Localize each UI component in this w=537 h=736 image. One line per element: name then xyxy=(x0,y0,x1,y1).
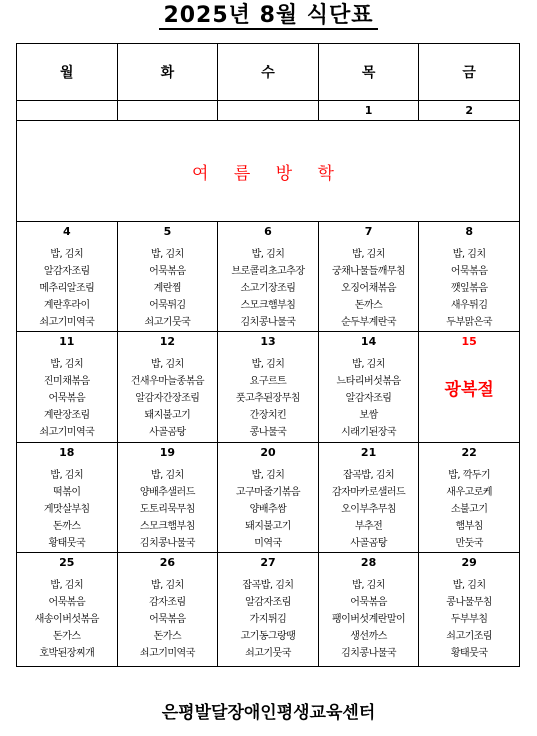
meal-item: 보쌈 xyxy=(359,410,378,421)
day-cell xyxy=(17,332,118,443)
holiday-label: 광복절 xyxy=(444,380,494,400)
meal-item: 게맛살부침 xyxy=(43,504,90,515)
meal-item: 소고기장조림 xyxy=(240,283,296,294)
meal-item: 밥, 김치 xyxy=(50,249,84,260)
date-cell xyxy=(17,101,118,121)
meal-item: 미역국 xyxy=(254,538,282,549)
meal-item: 도토리묵무침 xyxy=(139,504,195,515)
meal-item: 알감자조림 xyxy=(345,393,392,404)
meal-item: 김치콩나물국 xyxy=(341,648,397,659)
date-cell xyxy=(218,101,319,121)
meal-item: 밥, 김치 xyxy=(50,359,84,370)
weekday-header: 금 xyxy=(419,44,520,101)
week-row xyxy=(17,222,520,332)
meal-item: 알감자간장조림 xyxy=(135,393,200,404)
meal-item: 새우튀김 xyxy=(450,300,488,311)
week-row xyxy=(17,553,520,667)
meal-item: 궁채나물들깨무침 xyxy=(331,266,406,277)
meal-item: 양배추샐러드 xyxy=(139,487,195,498)
meal-item: 돈가스 xyxy=(153,631,182,642)
meal-item: 밥, 김치 xyxy=(352,359,385,370)
meal-item: 돼지불고기 xyxy=(144,410,191,421)
day-cell xyxy=(318,332,419,443)
meal-item: 밥, 김치 xyxy=(251,359,285,370)
meal-item: 계란장조림 xyxy=(43,410,90,421)
meal-item: 밥, 김치 xyxy=(150,470,184,481)
week-row xyxy=(17,332,520,443)
meal-item: 새송이버섯볶음 xyxy=(34,614,99,625)
vacation-banner: 여 름 방 학 xyxy=(17,121,520,222)
meal-item: 밥, 김치 xyxy=(452,580,486,591)
meal-item: 사골곰탕 xyxy=(149,427,186,438)
meal-item: 쇠고기조림 xyxy=(446,631,493,642)
day-number: 12 xyxy=(159,335,176,348)
meal-item: 간장치킨 xyxy=(249,410,287,421)
meal-item: 깻잎볶음 xyxy=(450,283,488,294)
meal-item: 감자조림 xyxy=(149,597,186,608)
meal-list xyxy=(17,467,117,552)
day-cell xyxy=(218,553,319,667)
day-cell xyxy=(117,443,218,553)
day-cell xyxy=(17,443,118,553)
meal-item: 황태뭇국 xyxy=(48,538,86,549)
day-cell xyxy=(218,222,319,332)
meal-item: 두부부침 xyxy=(450,614,488,625)
meal-list xyxy=(17,577,117,662)
meal-item: 어묵볶음 xyxy=(48,597,86,608)
meal-list xyxy=(218,577,318,662)
meal-item: 김치콩나물국 xyxy=(240,317,296,328)
day-number: 2 xyxy=(465,104,474,117)
meal-list xyxy=(319,577,419,662)
meal-list xyxy=(118,356,218,441)
meal-list xyxy=(218,356,318,441)
meal-item: 콩나물무침 xyxy=(446,597,493,608)
meal-item: 요구르트 xyxy=(249,376,287,387)
meal-item: 밥, 깍두기 xyxy=(448,470,491,481)
day-number: 15 xyxy=(461,335,477,348)
meal-item: 어묵볶음 xyxy=(149,266,186,277)
day-number: 28 xyxy=(360,556,377,569)
meal-item: 사골곰탕 xyxy=(350,538,387,549)
day-number xyxy=(218,102,318,120)
meal-item: 진미채볶음 xyxy=(43,376,90,387)
meal-item: 메추리알조림 xyxy=(39,283,95,294)
day-number: 8 xyxy=(465,225,474,238)
day-cell xyxy=(419,443,520,553)
day-number: 14 xyxy=(360,335,377,348)
meal-list xyxy=(218,246,318,331)
meal-calendar-table xyxy=(16,43,520,667)
meal-item: 시래기된장국 xyxy=(341,427,397,438)
meal-item: 밥, 김치 xyxy=(50,580,84,591)
day-number: 1 xyxy=(364,104,373,117)
page-title-text: 2025년 8월 식단표 xyxy=(159,3,377,30)
day-cell xyxy=(318,443,419,553)
day-number: 5 xyxy=(163,225,172,238)
day-cell xyxy=(419,332,520,443)
meal-item: 어묵볶음 xyxy=(48,393,86,404)
meal-item: 스모크햄부침 xyxy=(240,300,296,311)
page-title xyxy=(0,0,537,32)
meal-item: 밥, 김치 xyxy=(50,470,84,481)
meal-item: 밥, 김치 xyxy=(150,580,184,591)
meal-item: 밥, 김치 xyxy=(352,249,385,260)
meal-item: 고구마줄기볶음 xyxy=(235,487,301,498)
meal-item: 콩나물국 xyxy=(249,427,287,438)
meal-item: 잡곡밥, 김치 xyxy=(242,580,294,591)
day-cell xyxy=(17,553,118,667)
day-number: 11 xyxy=(59,335,75,348)
meal-item: 고기동그랑땡 xyxy=(240,631,296,642)
meal-item: 두부맑은국 xyxy=(446,317,493,328)
date-cell xyxy=(117,101,218,121)
meal-item: 쇠고기미역국 xyxy=(139,648,195,659)
day-number: 20 xyxy=(260,446,276,459)
meal-item: 어묵볶음 xyxy=(149,614,186,625)
day-cell xyxy=(419,553,520,667)
meal-item: 오이부추무침 xyxy=(341,504,397,515)
meal-item: 돈까스 xyxy=(53,521,81,532)
meal-item: 황태뭇국 xyxy=(450,648,488,659)
vacation-row xyxy=(17,121,520,222)
meal-list xyxy=(118,246,218,331)
weekday-header: 화 xyxy=(117,44,218,101)
meal-item: 쇠고기미역국 xyxy=(39,317,95,328)
meal-item: 밥, 김치 xyxy=(251,470,285,481)
meal-item: 쇠고기뭇국 xyxy=(245,648,291,659)
meal-item: 만둣국 xyxy=(455,538,483,549)
meal-item: 햄부침 xyxy=(455,521,483,532)
day-number: 21 xyxy=(360,446,377,459)
day-number xyxy=(17,102,117,120)
day-number: 22 xyxy=(461,446,477,459)
day-cell xyxy=(218,443,319,553)
meal-item: 밥, 김치 xyxy=(150,249,184,260)
day-cell xyxy=(419,222,520,332)
meal-item: 잡곡밥, 김치 xyxy=(342,470,395,481)
meal-item: 계란찜 xyxy=(153,283,182,294)
meal-item: 밥, 김치 xyxy=(251,249,285,260)
meal-item: 가지튀김 xyxy=(249,614,287,625)
day-number: 13 xyxy=(260,335,276,348)
meal-item: 어묵볶음 xyxy=(350,597,387,608)
meal-item: 양배추쌈 xyxy=(249,504,287,515)
weekday-header-row xyxy=(17,44,520,101)
day-cell xyxy=(218,332,319,443)
meal-item: 호박된장찌개 xyxy=(39,648,95,659)
day-number: 29 xyxy=(461,556,477,569)
meal-list xyxy=(218,467,318,552)
meal-item: 알감자조림 xyxy=(43,266,90,277)
meal-item: 밥, 김치 xyxy=(150,359,184,370)
day-number: 18 xyxy=(59,446,75,459)
day-cell xyxy=(318,553,419,667)
meal-list xyxy=(17,246,117,331)
organization-name: 은평발달장애인평생교육센터 xyxy=(161,703,376,723)
meal-item: 순두부계란국 xyxy=(341,317,397,328)
meal-item: 쇠고기뭇국 xyxy=(144,317,191,328)
day-number: 27 xyxy=(260,556,276,569)
day-number: 4 xyxy=(62,225,71,238)
meal-item: 어묵볶음 xyxy=(450,266,488,277)
meal-item: 떡볶이 xyxy=(53,487,81,498)
meal-item: 팽이버섯계란말이 xyxy=(331,614,406,625)
meal-list xyxy=(419,246,519,331)
meal-list xyxy=(319,246,419,331)
meal-item: 스모크햄부침 xyxy=(139,521,195,532)
meal-item: 알감자조림 xyxy=(245,597,291,608)
meal-item: 밥, 김치 xyxy=(452,249,486,260)
meal-item: 느타리버섯볶음 xyxy=(336,376,401,387)
date-cell xyxy=(318,101,419,121)
meal-list xyxy=(118,577,218,662)
meal-list xyxy=(319,356,419,441)
day-cell xyxy=(117,553,218,667)
meal-list xyxy=(319,467,419,552)
meal-item: 풋고추된장무침 xyxy=(235,393,301,404)
meal-item: 김치콩나물국 xyxy=(139,538,195,549)
meal-item: 오징어채볶음 xyxy=(341,283,397,294)
meal-item: 부추전 xyxy=(354,521,383,532)
meal-list xyxy=(419,577,519,662)
day-cell xyxy=(17,222,118,332)
day-number: 6 xyxy=(264,225,272,238)
day-cell xyxy=(117,332,218,443)
day-number: 26 xyxy=(159,556,176,569)
weekday-header: 목 xyxy=(318,44,419,101)
meal-item: 브로콜리초고추장 xyxy=(231,266,305,277)
meal-item: 돈까스 xyxy=(354,300,383,311)
meal-item: 돼지불고기 xyxy=(245,521,291,532)
day-cell xyxy=(318,222,419,332)
meal-item: 소불고기 xyxy=(450,504,488,515)
date-cell xyxy=(419,101,520,121)
meal-list xyxy=(118,467,218,552)
weekday-header: 월 xyxy=(17,44,118,101)
day-number: 7 xyxy=(364,225,373,238)
day-cell xyxy=(117,222,218,332)
meal-item: 계란후라이 xyxy=(43,300,90,311)
meal-list xyxy=(419,467,519,552)
day-number xyxy=(118,102,218,120)
meal-item: 건새우마늘종볶음 xyxy=(130,376,205,387)
meal-item: 밥, 김치 xyxy=(352,580,385,591)
meal-item: 쇠고기미역국 xyxy=(39,427,95,438)
meal-item: 생선까스 xyxy=(350,631,387,642)
week-row xyxy=(17,443,520,553)
first-date-row xyxy=(17,101,520,121)
meal-item: 감자마카로샐러드 xyxy=(331,487,406,498)
day-number: 25 xyxy=(59,556,75,569)
meal-item: 새우고로케 xyxy=(446,487,493,498)
meal-item: 어묵튀김 xyxy=(149,300,186,311)
weekday-header: 수 xyxy=(218,44,319,101)
meal-list xyxy=(17,356,117,441)
meal-item: 돈가스 xyxy=(53,631,81,642)
day-number: 19 xyxy=(159,446,176,459)
